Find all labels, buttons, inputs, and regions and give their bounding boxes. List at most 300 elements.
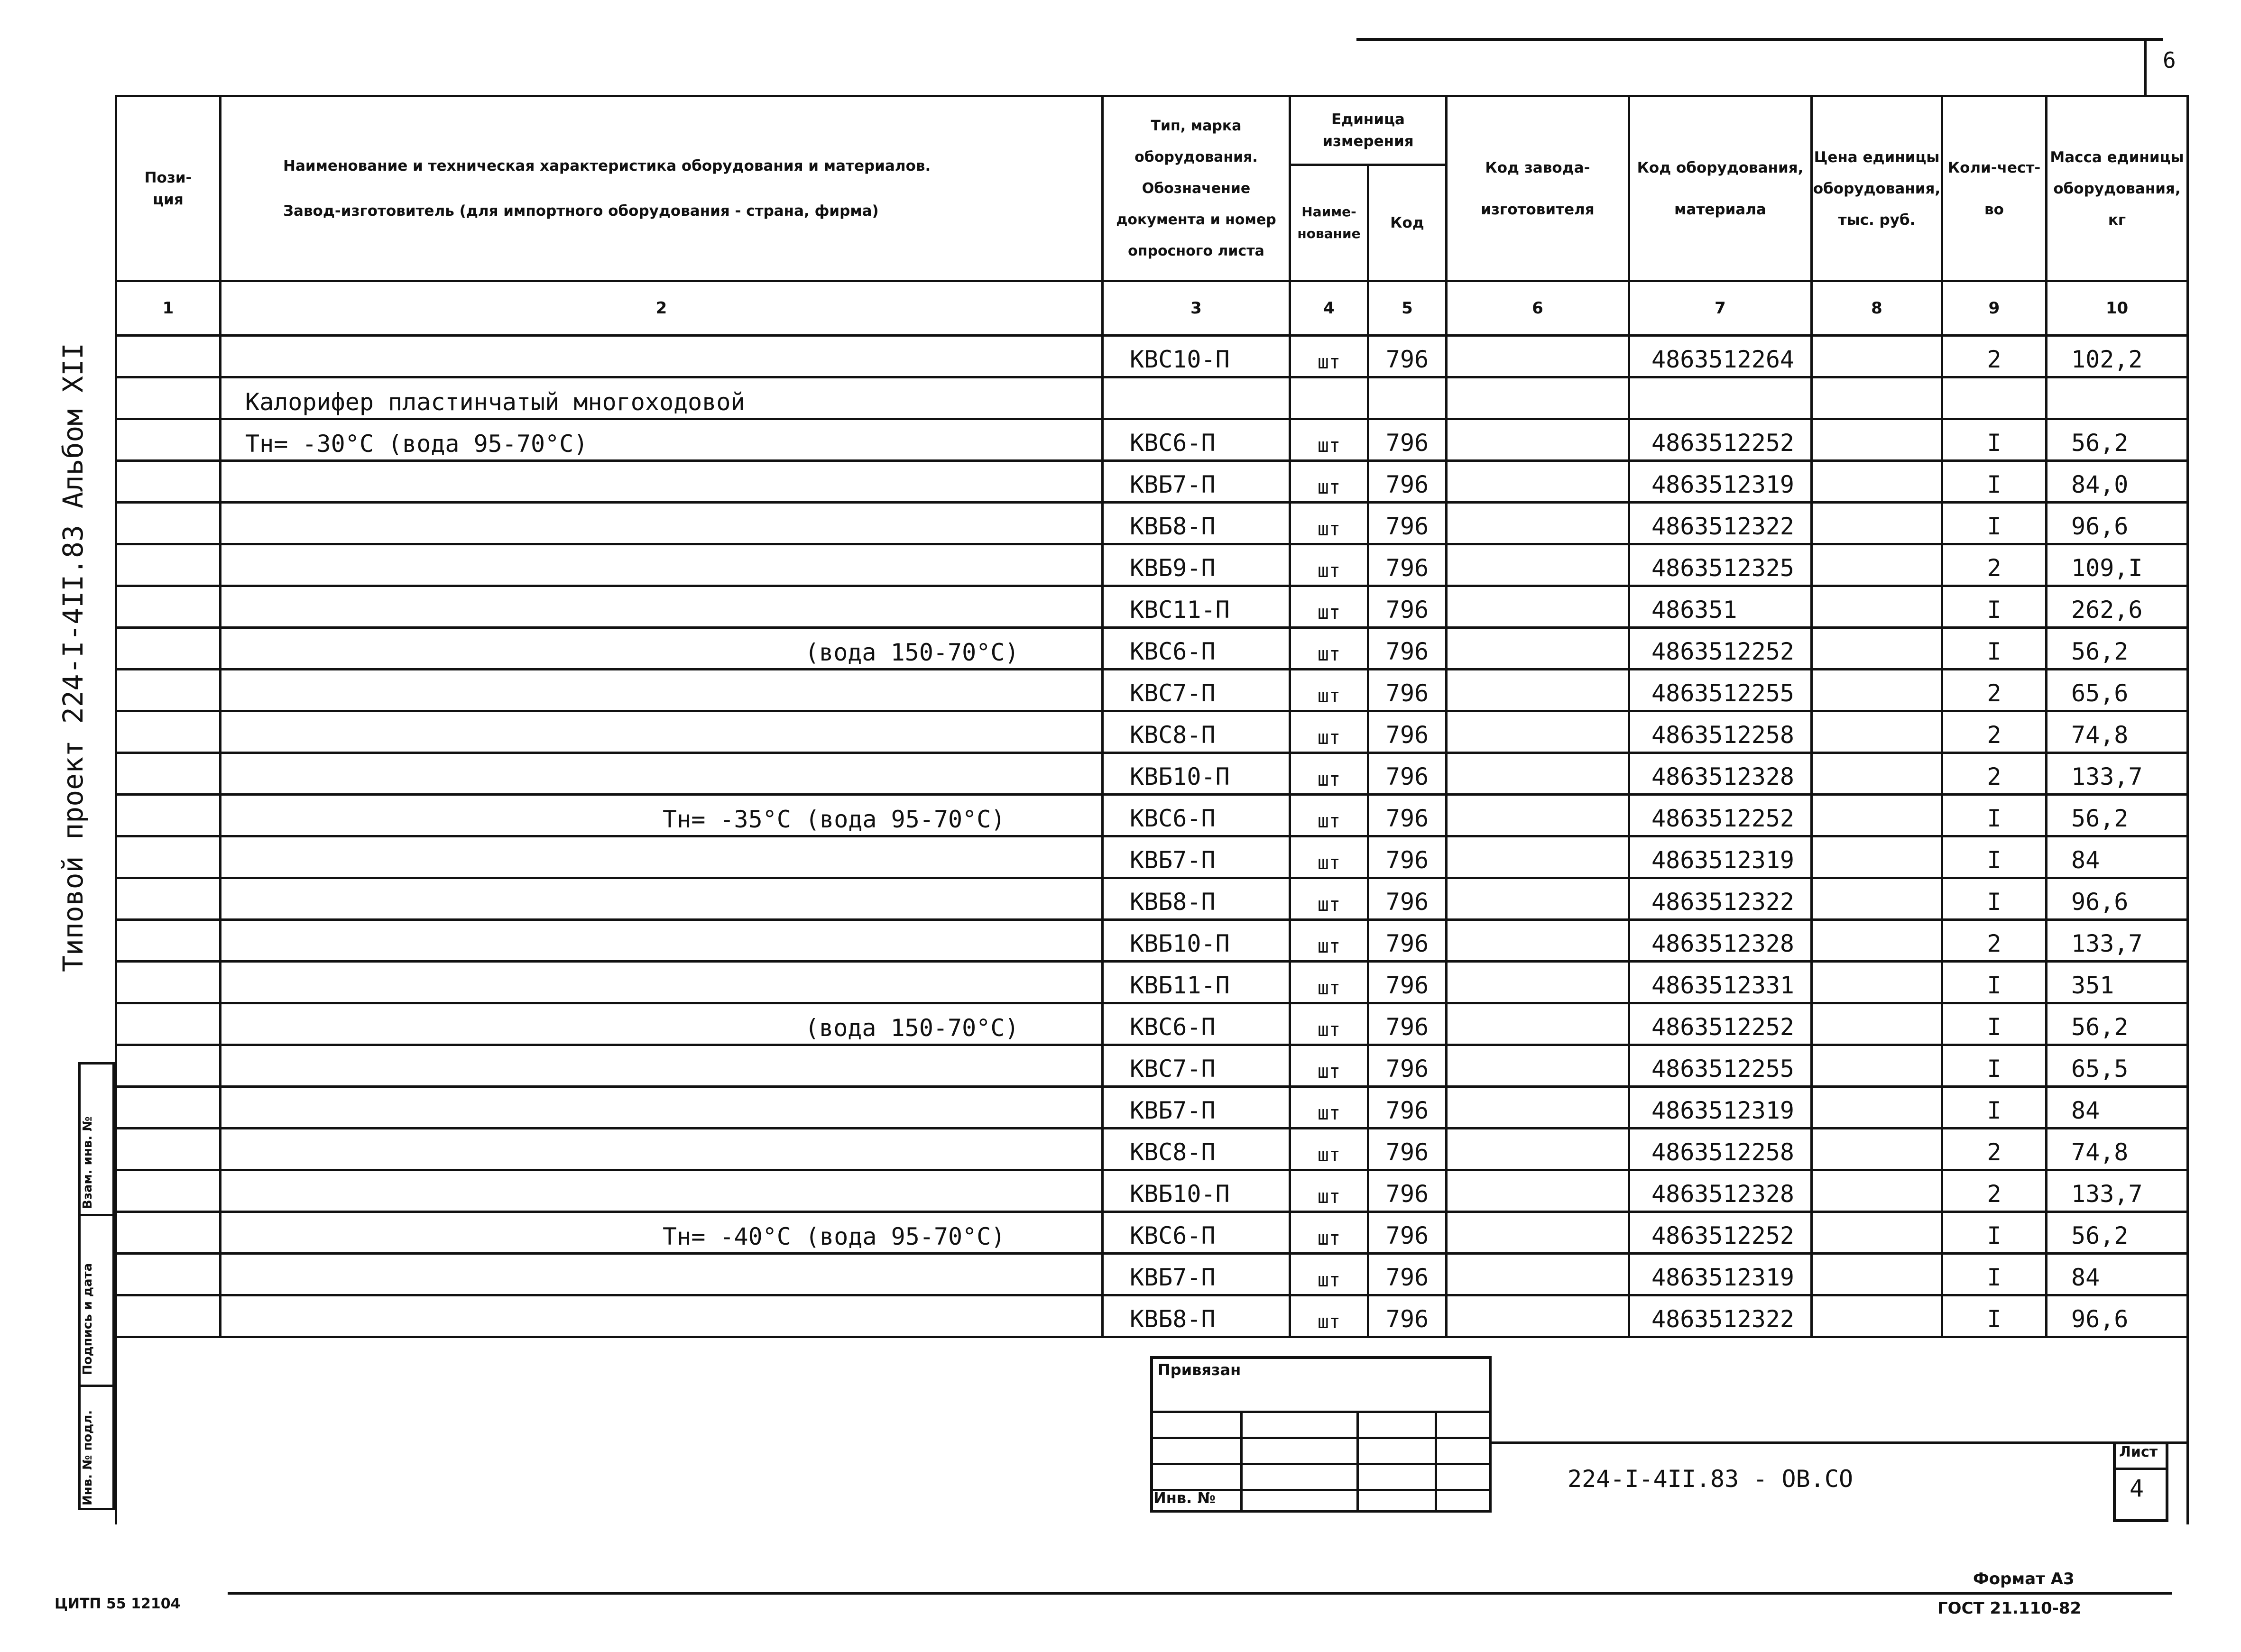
stamp-tied-label: Привязан: [1158, 1361, 1241, 1379]
cell-c1: [116, 1295, 221, 1337]
cell-c7: [1629, 377, 1812, 419]
cell-c1: [116, 1212, 221, 1254]
cell-c1: [116, 1170, 221, 1212]
table-row: [116, 1129, 2188, 1170]
cell-c2: [221, 670, 1103, 711]
cell-c4: шт: [1290, 336, 1368, 377]
cell-c3: КВБ8-П: [1103, 878, 1290, 920]
cell-c9: 2: [1942, 711, 2047, 753]
cell-c3: КВС6-П: [1103, 1212, 1290, 1254]
table-row: [116, 1295, 2188, 1337]
row-description: Тн= -35°С (вода 95-70°С): [663, 806, 1005, 833]
hdr-name-line1: Наименование и техническая характеристика оборудования и материалов.: [283, 157, 931, 174]
colnum: 9: [1942, 281, 2047, 336]
cell-c10: 56,2: [2047, 1212, 2188, 1254]
cell-c3: КВС7-П: [1103, 1045, 1290, 1087]
cell-c6: [1447, 419, 1629, 461]
cell-c7: 486351: [1629, 586, 1812, 628]
cell-c4: шт: [1290, 1129, 1368, 1170]
cell-c1: [116, 1254, 221, 1295]
cell-c4: шт: [1290, 711, 1368, 753]
cell-c7: 4863512331: [1629, 962, 1812, 1003]
cell-c8: [1812, 670, 1942, 711]
cell-c8: [1812, 1003, 1942, 1045]
cell-c6: [1447, 836, 1629, 878]
cell-c4: шт: [1290, 1254, 1368, 1295]
cell-c1: [116, 419, 221, 461]
table-row: [116, 461, 2188, 503]
cell-c4: шт: [1290, 1045, 1368, 1087]
cell-c9: I: [1942, 962, 2047, 1003]
colnum: 6: [1447, 281, 1629, 336]
cell-c7: 4863512258: [1629, 711, 1812, 753]
hdr-factory-code: Код завода-изготовителя: [1447, 96, 1629, 281]
cell-c9: [1942, 377, 2047, 419]
cell-c4: шт: [1290, 1003, 1368, 1045]
cell-c2: [221, 461, 1103, 503]
cell-c5: 796: [1368, 1170, 1447, 1212]
cell-c10: 96,6: [2047, 878, 2188, 920]
cell-c9: 2: [1942, 753, 2047, 795]
cell-c6: [1447, 1295, 1629, 1337]
cell-c8: [1812, 878, 1942, 920]
cell-c2: [221, 878, 1103, 920]
cell-c5: 796: [1368, 1212, 1447, 1254]
cell-c1: [116, 962, 221, 1003]
cell-c6: [1447, 1254, 1629, 1295]
cell-c9: I: [1942, 1087, 2047, 1129]
cell-c9: 2: [1942, 920, 2047, 962]
margin-label-inv: Инв. № подл.: [81, 1410, 95, 1505]
cell-c7: 4863512252: [1629, 795, 1812, 836]
cell-c1: [116, 377, 221, 419]
table-row: [116, 544, 2188, 586]
colnum: 8: [1812, 281, 1942, 336]
cell-c2: [221, 1212, 1103, 1254]
cell-c7: 4863512252: [1629, 1003, 1812, 1045]
cell-c10: 56,2: [2047, 628, 2188, 670]
cell-c6: [1447, 461, 1629, 503]
cell-c7: 4863512319: [1629, 1254, 1812, 1295]
cell-c2: [221, 544, 1103, 586]
cell-c8: [1812, 1170, 1942, 1212]
cell-c5: 796: [1368, 1254, 1447, 1295]
cell-c9: I: [1942, 1212, 2047, 1254]
cell-c3: КВС6-П: [1103, 1003, 1290, 1045]
cell-c8: [1812, 461, 1942, 503]
cell-c1: [116, 1129, 221, 1170]
cell-c1: [116, 1045, 221, 1087]
colnum: 2: [221, 281, 1103, 336]
cell-c2: [221, 1129, 1103, 1170]
cell-c6: [1447, 544, 1629, 586]
cell-c3: КВС10-П: [1103, 336, 1290, 377]
cell-c6: [1447, 878, 1629, 920]
cell-c1: [116, 670, 221, 711]
table-row: [116, 878, 2188, 920]
cell-c2: [221, 1254, 1103, 1295]
cell-c1: [116, 628, 221, 670]
cell-c3: КВБ11-П: [1103, 962, 1290, 1003]
cell-c8: [1812, 1295, 1942, 1337]
cell-c2: [221, 1295, 1103, 1337]
cell-c8: [1812, 503, 1942, 544]
hdr-price: Цена единицы оборудования, тыс. руб.: [1812, 96, 1942, 281]
cell-c5: 796: [1368, 836, 1447, 878]
cell-c10: 351: [2047, 962, 2188, 1003]
side-label: Типовой проект 224-I-4II.83 Альбом XII: [57, 343, 89, 972]
cell-c8: [1812, 836, 1942, 878]
cell-c7: 4863512328: [1629, 920, 1812, 962]
cell-c7: 4863512328: [1629, 1170, 1812, 1212]
cell-c3: КВБ7-П: [1103, 836, 1290, 878]
cell-c3: КВБ10-П: [1103, 753, 1290, 795]
cell-c3: КВБ9-П: [1103, 544, 1290, 586]
table-row: [116, 503, 2188, 544]
cell-c4: шт: [1290, 586, 1368, 628]
cell-c7: 4863512325: [1629, 544, 1812, 586]
cell-c9: I: [1942, 461, 2047, 503]
cell-c4: шт: [1290, 1295, 1368, 1337]
colnum: 4: [1290, 281, 1368, 336]
cell-c9: I: [1942, 878, 2047, 920]
cell-c4: шт: [1290, 1087, 1368, 1129]
cell-c7: 4863512328: [1629, 753, 1812, 795]
cell-c6: [1447, 628, 1629, 670]
cell-c8: [1812, 377, 1942, 419]
colnum: 5: [1368, 281, 1447, 336]
cell-c10: 84: [2047, 836, 2188, 878]
table-row: [116, 1254, 2188, 1295]
colnum: 7: [1629, 281, 1812, 336]
cell-c5: 796: [1368, 1003, 1447, 1045]
table-row: [116, 795, 2188, 836]
hdr-unit: Единица измерения: [1290, 96, 1447, 165]
cell-c1: [116, 878, 221, 920]
cell-c10: 56,2: [2047, 795, 2188, 836]
cell-c8: [1812, 544, 1942, 586]
cell-c9: 2: [1942, 670, 2047, 711]
cell-c1: [116, 795, 221, 836]
footer-format: Формат А3: [1973, 1569, 2075, 1588]
cell-c3: КВС6-П: [1103, 419, 1290, 461]
cell-c7: 4863512255: [1629, 1045, 1812, 1087]
cell-c2: [221, 377, 1103, 419]
table-row: [116, 711, 2188, 753]
cell-c9: I: [1942, 795, 2047, 836]
cell-c5: 796: [1368, 795, 1447, 836]
cell-c10: 56,2: [2047, 1003, 2188, 1045]
table-row: [116, 1003, 2188, 1045]
cell-c2: [221, 1003, 1103, 1045]
footer-left-code: ЦИТП 55 12104: [55, 1596, 181, 1612]
sheet-number: 4: [2130, 1475, 2144, 1502]
cell-c3: КВС6-П: [1103, 795, 1290, 836]
cell-c8: [1812, 920, 1942, 962]
cell-c2: [221, 711, 1103, 753]
cell-c3: КВБ7-П: [1103, 461, 1290, 503]
cell-c1: [116, 711, 221, 753]
cell-c7: 4863512322: [1629, 878, 1812, 920]
row-description: Тн= -30°С (вода 95-70°С): [245, 430, 588, 458]
cell-c10: 84: [2047, 1087, 2188, 1129]
cell-c9: I: [1942, 628, 2047, 670]
cell-c6: [1447, 795, 1629, 836]
cell-c2: [221, 336, 1103, 377]
cell-c3: КВБ10-П: [1103, 920, 1290, 962]
cell-c7: 4863512319: [1629, 836, 1812, 878]
hdr-position: Пози- ция: [116, 96, 221, 281]
hdr-quantity: Коли-чест-во: [1942, 96, 2047, 281]
colnum: 3: [1103, 281, 1290, 336]
table-row: [116, 1045, 2188, 1087]
table-row: [116, 962, 2188, 1003]
cell-c7: 4863512319: [1629, 461, 1812, 503]
cell-c5: 796: [1368, 962, 1447, 1003]
cell-c8: [1812, 962, 1942, 1003]
row-description: Калорифер пластинчатый многоходовой: [245, 388, 745, 416]
table-row: [116, 920, 2188, 962]
table-row: [116, 377, 2188, 419]
cell-c10: 65,5: [2047, 1045, 2188, 1087]
row-description: (вода 150-70°С): [805, 639, 1019, 666]
hdr-unit-code: Код: [1368, 165, 1447, 281]
colnum: 1: [116, 281, 221, 336]
cell-c5: 796: [1368, 1045, 1447, 1087]
stamp-inv-label: Инв. №: [1153, 1489, 1216, 1507]
row-description: Тн= -40°С (вода 95-70°С): [663, 1223, 1005, 1250]
cell-c3: КВС11-П: [1103, 586, 1290, 628]
cell-c8: [1812, 1087, 1942, 1129]
cell-c10: 102,2: [2047, 336, 2188, 377]
cell-c4: шт: [1290, 503, 1368, 544]
hdr-equipment-code: Код оборудования, материала: [1629, 96, 1812, 281]
cell-c2: [221, 920, 1103, 962]
cell-c6: [1447, 711, 1629, 753]
cell-c3: КВБ7-П: [1103, 1087, 1290, 1129]
cell-c5: 796: [1368, 920, 1447, 962]
footer-gost: ГОСТ 21.110-82: [1937, 1599, 2082, 1618]
cell-c9: I: [1942, 1045, 2047, 1087]
cell-c8: [1812, 1045, 1942, 1087]
cell-c2: [221, 1045, 1103, 1087]
cell-c10: 109,I: [2047, 544, 2188, 586]
cell-c4: шт: [1290, 544, 1368, 586]
cell-c5: 796: [1368, 1087, 1447, 1129]
cell-c7: 4863512264: [1629, 336, 1812, 377]
cell-c8: [1812, 795, 1942, 836]
cell-c4: шт: [1290, 753, 1368, 795]
cell-c8: [1812, 336, 1942, 377]
cell-c6: [1447, 753, 1629, 795]
cell-c5: 796: [1368, 544, 1447, 586]
cell-c2: [221, 753, 1103, 795]
cell-c6: [1447, 586, 1629, 628]
cell-c4: [1290, 377, 1368, 419]
cell-c1: [116, 503, 221, 544]
cell-c10: 96,6: [2047, 503, 2188, 544]
cell-c2: [221, 586, 1103, 628]
cell-c7: 4863512252: [1629, 419, 1812, 461]
cell-c6: [1447, 1212, 1629, 1254]
cell-c4: шт: [1290, 1170, 1368, 1212]
cell-c2: [221, 419, 1103, 461]
cell-c2: [221, 503, 1103, 544]
cell-c4: шт: [1290, 795, 1368, 836]
hdr-name: [221, 96, 1103, 281]
cell-c10: 56,2: [2047, 419, 2188, 461]
cell-c7: 4863512258: [1629, 1129, 1812, 1170]
row-description: (вода 150-70°С): [805, 1014, 1019, 1042]
doc-code: 224-I-4II.83 - ОВ.СО: [1568, 1465, 1854, 1493]
cell-c4: шт: [1290, 1212, 1368, 1254]
cell-c6: [1447, 1170, 1629, 1212]
cell-c9: I: [1942, 1003, 2047, 1045]
cell-c4: шт: [1290, 419, 1368, 461]
cell-c9: 2: [1942, 1129, 2047, 1170]
cell-c6: [1447, 377, 1629, 419]
cell-c9: 2: [1942, 544, 2047, 586]
cell-c8: [1812, 1254, 1942, 1295]
cell-c4: шт: [1290, 461, 1368, 503]
cell-c10: 74,8: [2047, 711, 2188, 753]
cell-c2: [221, 1170, 1103, 1212]
cell-c8: [1812, 586, 1942, 628]
cell-c3: КВС8-П: [1103, 711, 1290, 753]
page-number: 6: [2163, 47, 2176, 73]
cell-c10: [2047, 377, 2188, 419]
cell-c8: [1812, 1212, 1942, 1254]
cell-c10: 96,6: [2047, 1295, 2188, 1337]
cell-c9: I: [1942, 503, 2047, 544]
table-row: [116, 1212, 2188, 1254]
cell-c9: 2: [1942, 1170, 2047, 1212]
cell-c5: 796: [1368, 419, 1447, 461]
cell-c5: 796: [1368, 670, 1447, 711]
table-row: [116, 670, 2188, 711]
cell-c10: 65,6: [2047, 670, 2188, 711]
cell-c6: [1447, 1129, 1629, 1170]
sheet-label: Лист: [2119, 1444, 2158, 1460]
cell-c9: I: [1942, 1254, 2047, 1295]
hdr-mass: Масса единицы оборудования, кг: [2047, 96, 2188, 281]
cell-c6: [1447, 1045, 1629, 1087]
cell-c5: 796: [1368, 336, 1447, 377]
hdr-unit-name: Наиме-нование: [1290, 165, 1368, 281]
cell-c5: 796: [1368, 586, 1447, 628]
cell-c1: [116, 586, 221, 628]
cell-c3: [1103, 377, 1290, 419]
cell-c7: 4863512252: [1629, 628, 1812, 670]
table-row: [116, 586, 2188, 628]
cell-c2: [221, 836, 1103, 878]
cell-c2: [221, 795, 1103, 836]
cell-c6: [1447, 336, 1629, 377]
cell-c4: шт: [1290, 836, 1368, 878]
table-row: [116, 336, 2188, 377]
cell-c1: [116, 920, 221, 962]
cell-c1: [116, 1087, 221, 1129]
cell-c8: [1812, 711, 1942, 753]
cell-c6: [1447, 503, 1629, 544]
table-row: [116, 628, 2188, 670]
cell-c3: КВС7-П: [1103, 670, 1290, 711]
cell-c1: [116, 1003, 221, 1045]
cell-c8: [1812, 419, 1942, 461]
cell-c1: [116, 544, 221, 586]
cell-c9: I: [1942, 586, 2047, 628]
cell-c10: 74,8: [2047, 1129, 2188, 1170]
cell-c1: [116, 753, 221, 795]
cell-c3: КВС6-П: [1103, 628, 1290, 670]
cell-c3: КВБ10-П: [1103, 1170, 1290, 1212]
cell-c2: [221, 628, 1103, 670]
cell-c5: 796: [1368, 461, 1447, 503]
table-row: [116, 1170, 2188, 1212]
cell-c5: 796: [1368, 753, 1447, 795]
cell-c10: 133,7: [2047, 920, 2188, 962]
cell-c8: [1812, 1129, 1942, 1170]
cell-c1: [116, 461, 221, 503]
table-row: [116, 1087, 2188, 1129]
cell-c3: КВБ8-П: [1103, 1295, 1290, 1337]
cell-c6: [1447, 1003, 1629, 1045]
cell-c5: 796: [1368, 711, 1447, 753]
table-row: [116, 836, 2188, 878]
spec-table: [115, 95, 2189, 1524]
cell-c4: шт: [1290, 920, 1368, 962]
margin-label-replace: Взам. инв. №: [81, 1116, 95, 1209]
hdr-type: Тип, марка оборудования. Обозначение документа и номер опросного листа: [1103, 96, 1290, 281]
cell-c7: 4863512255: [1629, 670, 1812, 711]
cell-c3: КВС8-П: [1103, 1129, 1290, 1170]
cell-c10: 262,6: [2047, 586, 2188, 628]
cell-c4: шт: [1290, 962, 1368, 1003]
cell-c5: 796: [1368, 1129, 1447, 1170]
cell-c6: [1447, 1087, 1629, 1129]
cell-c7: 4863512322: [1629, 1295, 1812, 1337]
cell-c1: [116, 336, 221, 377]
cell-c6: [1447, 962, 1629, 1003]
cell-c4: шт: [1290, 628, 1368, 670]
colnum: 10: [2047, 281, 2188, 336]
cell-c7: 4863512322: [1629, 503, 1812, 544]
cell-c8: [1812, 753, 1942, 795]
cell-c8: [1812, 628, 1942, 670]
cell-c2: [221, 1087, 1103, 1129]
cell-c4: шт: [1290, 670, 1368, 711]
cell-c5: 796: [1368, 503, 1447, 544]
margin-label-sign: Подпись и дата: [81, 1263, 95, 1375]
cell-c5: 796: [1368, 628, 1447, 670]
cell-c7: 4863512319: [1629, 1087, 1812, 1129]
cell-c10: 133,7: [2047, 753, 2188, 795]
cell-c3: КВБ7-П: [1103, 1254, 1290, 1295]
cell-c9: I: [1942, 1295, 2047, 1337]
cell-c4: шт: [1290, 878, 1368, 920]
cell-c10: 133,7: [2047, 1170, 2188, 1212]
cell-c6: [1447, 670, 1629, 711]
cell-c7: 4863512252: [1629, 1212, 1812, 1254]
cell-c3: КВБ8-П: [1103, 503, 1290, 544]
hdr-name-line2: Завод-изготовитель (для импортного оборудования - страна, фирма): [283, 202, 879, 220]
cell-c2: [221, 962, 1103, 1003]
cell-c10: 84: [2047, 1254, 2188, 1295]
cell-c9: 2: [1942, 336, 2047, 377]
table-row: [116, 753, 2188, 795]
cell-c5: 796: [1368, 1295, 1447, 1337]
cell-c9: I: [1942, 419, 2047, 461]
